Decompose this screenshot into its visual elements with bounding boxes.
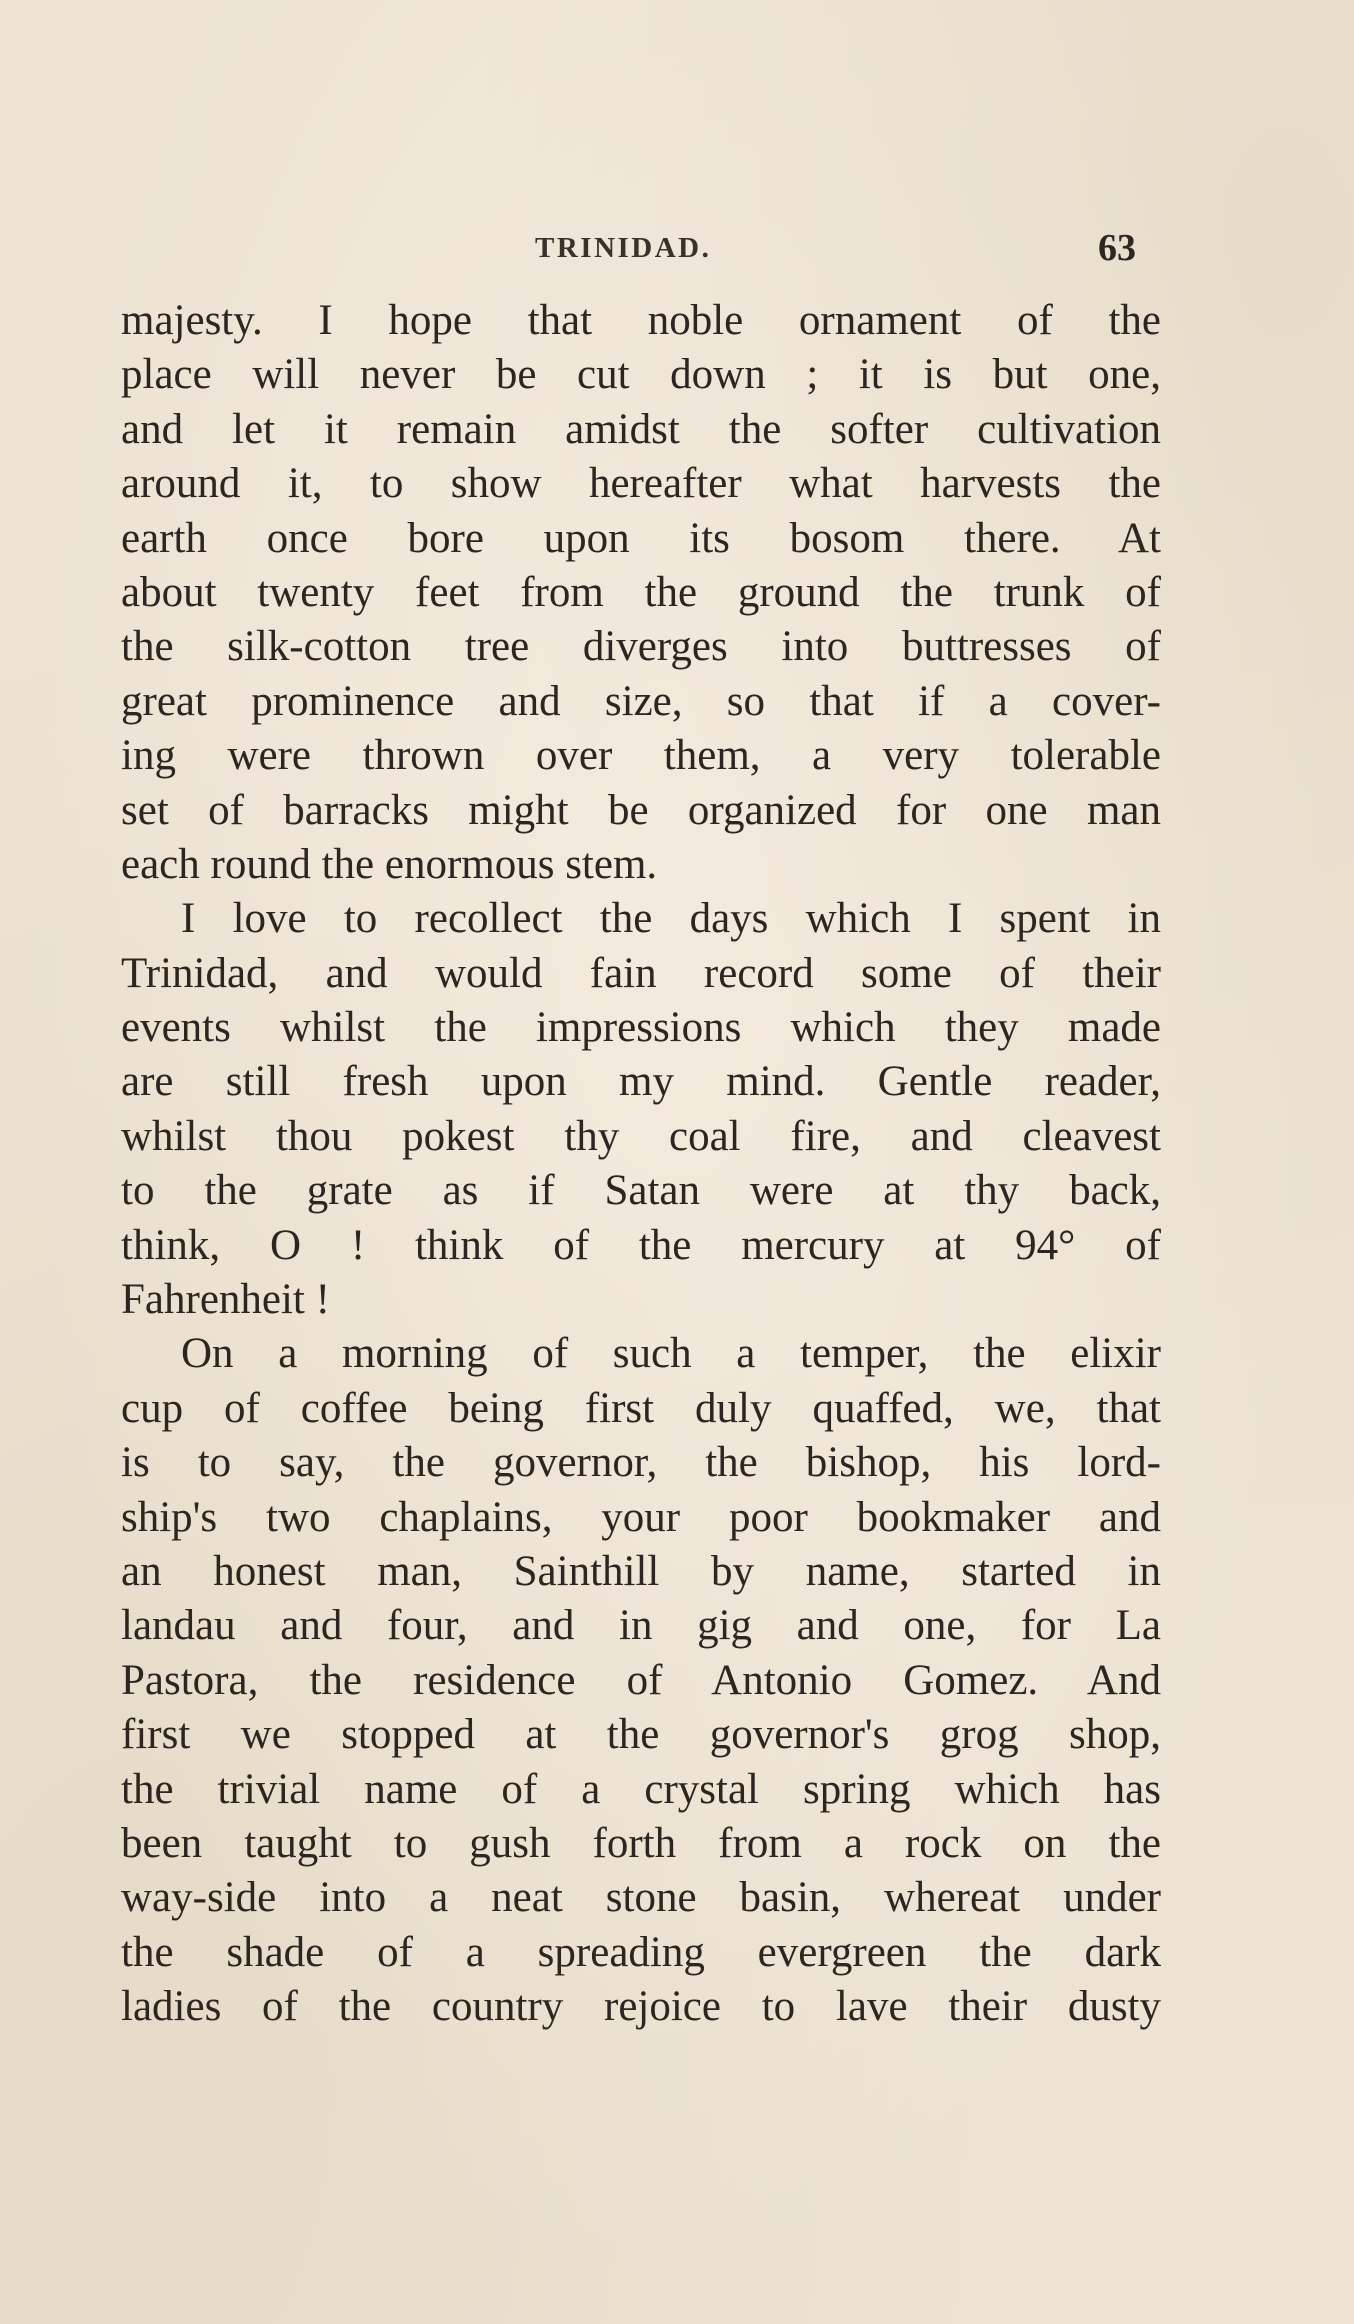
- text-line: are still fresh upon my mind. Gentle reader,: [121, 1058, 1161, 1106]
- text-line: landau and four, and in gig and one, for La: [121, 1602, 1161, 1650]
- text-line: is to say, the governor, the bishop, his lord-: [121, 1439, 1161, 1487]
- text-line: earth once bore upon its bosom there. At: [121, 514, 1161, 562]
- text-line: I love to recollect the days which I spent in: [181, 895, 1161, 943]
- text-line: place will never be cut down ; it is but one,: [121, 351, 1161, 399]
- text-line: about twenty feet from the ground the trunk of: [121, 568, 1161, 616]
- text-line: the trivial name of a crystal spring which has: [121, 1765, 1161, 1813]
- text-line: Pastora, the residence of Antonio Gomez. And: [121, 1656, 1161, 1704]
- text-line: way-side into a neat stone basin, whereat under: [121, 1874, 1161, 1922]
- text-line: around it, to show hereafter what harvests the: [121, 460, 1161, 508]
- text-line: ladies of the country rejoice to lave their dusty: [121, 1983, 1161, 2031]
- text-line: Fahrenheit !: [121, 1276, 330, 1324]
- page-number: 63: [1098, 227, 1136, 269]
- text-line: the silk-cotton tree diverges into buttresses of: [121, 623, 1161, 671]
- text-line: and let it remain amidst the softer cultivation: [121, 405, 1161, 453]
- text-line: ship's two chaplains, your poor bookmaker and: [121, 1493, 1161, 1541]
- text-line: first we stopped at the governor's grog shop,: [121, 1711, 1161, 1759]
- running-title: TRINIDAD.: [535, 232, 712, 264]
- text-line: each round the enormous stem.: [121, 840, 658, 888]
- text-line: to the grate as if Satan were at thy back,: [121, 1167, 1161, 1215]
- text-line: been taught to gush forth from a rock on the: [121, 1819, 1161, 1867]
- text-line: set of barracks might be organized for one man: [121, 786, 1161, 834]
- text-line: the shade of a spreading evergreen the dark: [121, 1928, 1161, 1976]
- text-line: events whilst the impressions which they made: [121, 1004, 1161, 1052]
- text-line: cup of coffee being first duly quaffed, we, that: [121, 1384, 1161, 1432]
- body-text: [121, 294, 1161, 2035]
- text-line: think, O ! think of the mercury at 94° of: [121, 1221, 1161, 1269]
- text-line: great prominence and size, so that if a cover-: [121, 677, 1161, 725]
- text-line: Trinidad, and would fain record some of their: [121, 949, 1161, 997]
- text-line: On a morning of such a temper, the elixir: [181, 1330, 1161, 1378]
- text-line: whilst thou pokest thy coal fire, and cleavest: [121, 1112, 1161, 1160]
- running-head: [0, 227, 1354, 272]
- text-line: ing were thrown over them, a very tolerable: [121, 732, 1161, 780]
- text-line: majesty. I hope that noble ornament of the: [121, 297, 1161, 344]
- text-line: an honest man, Sainthill by name, started in: [121, 1547, 1161, 1595]
